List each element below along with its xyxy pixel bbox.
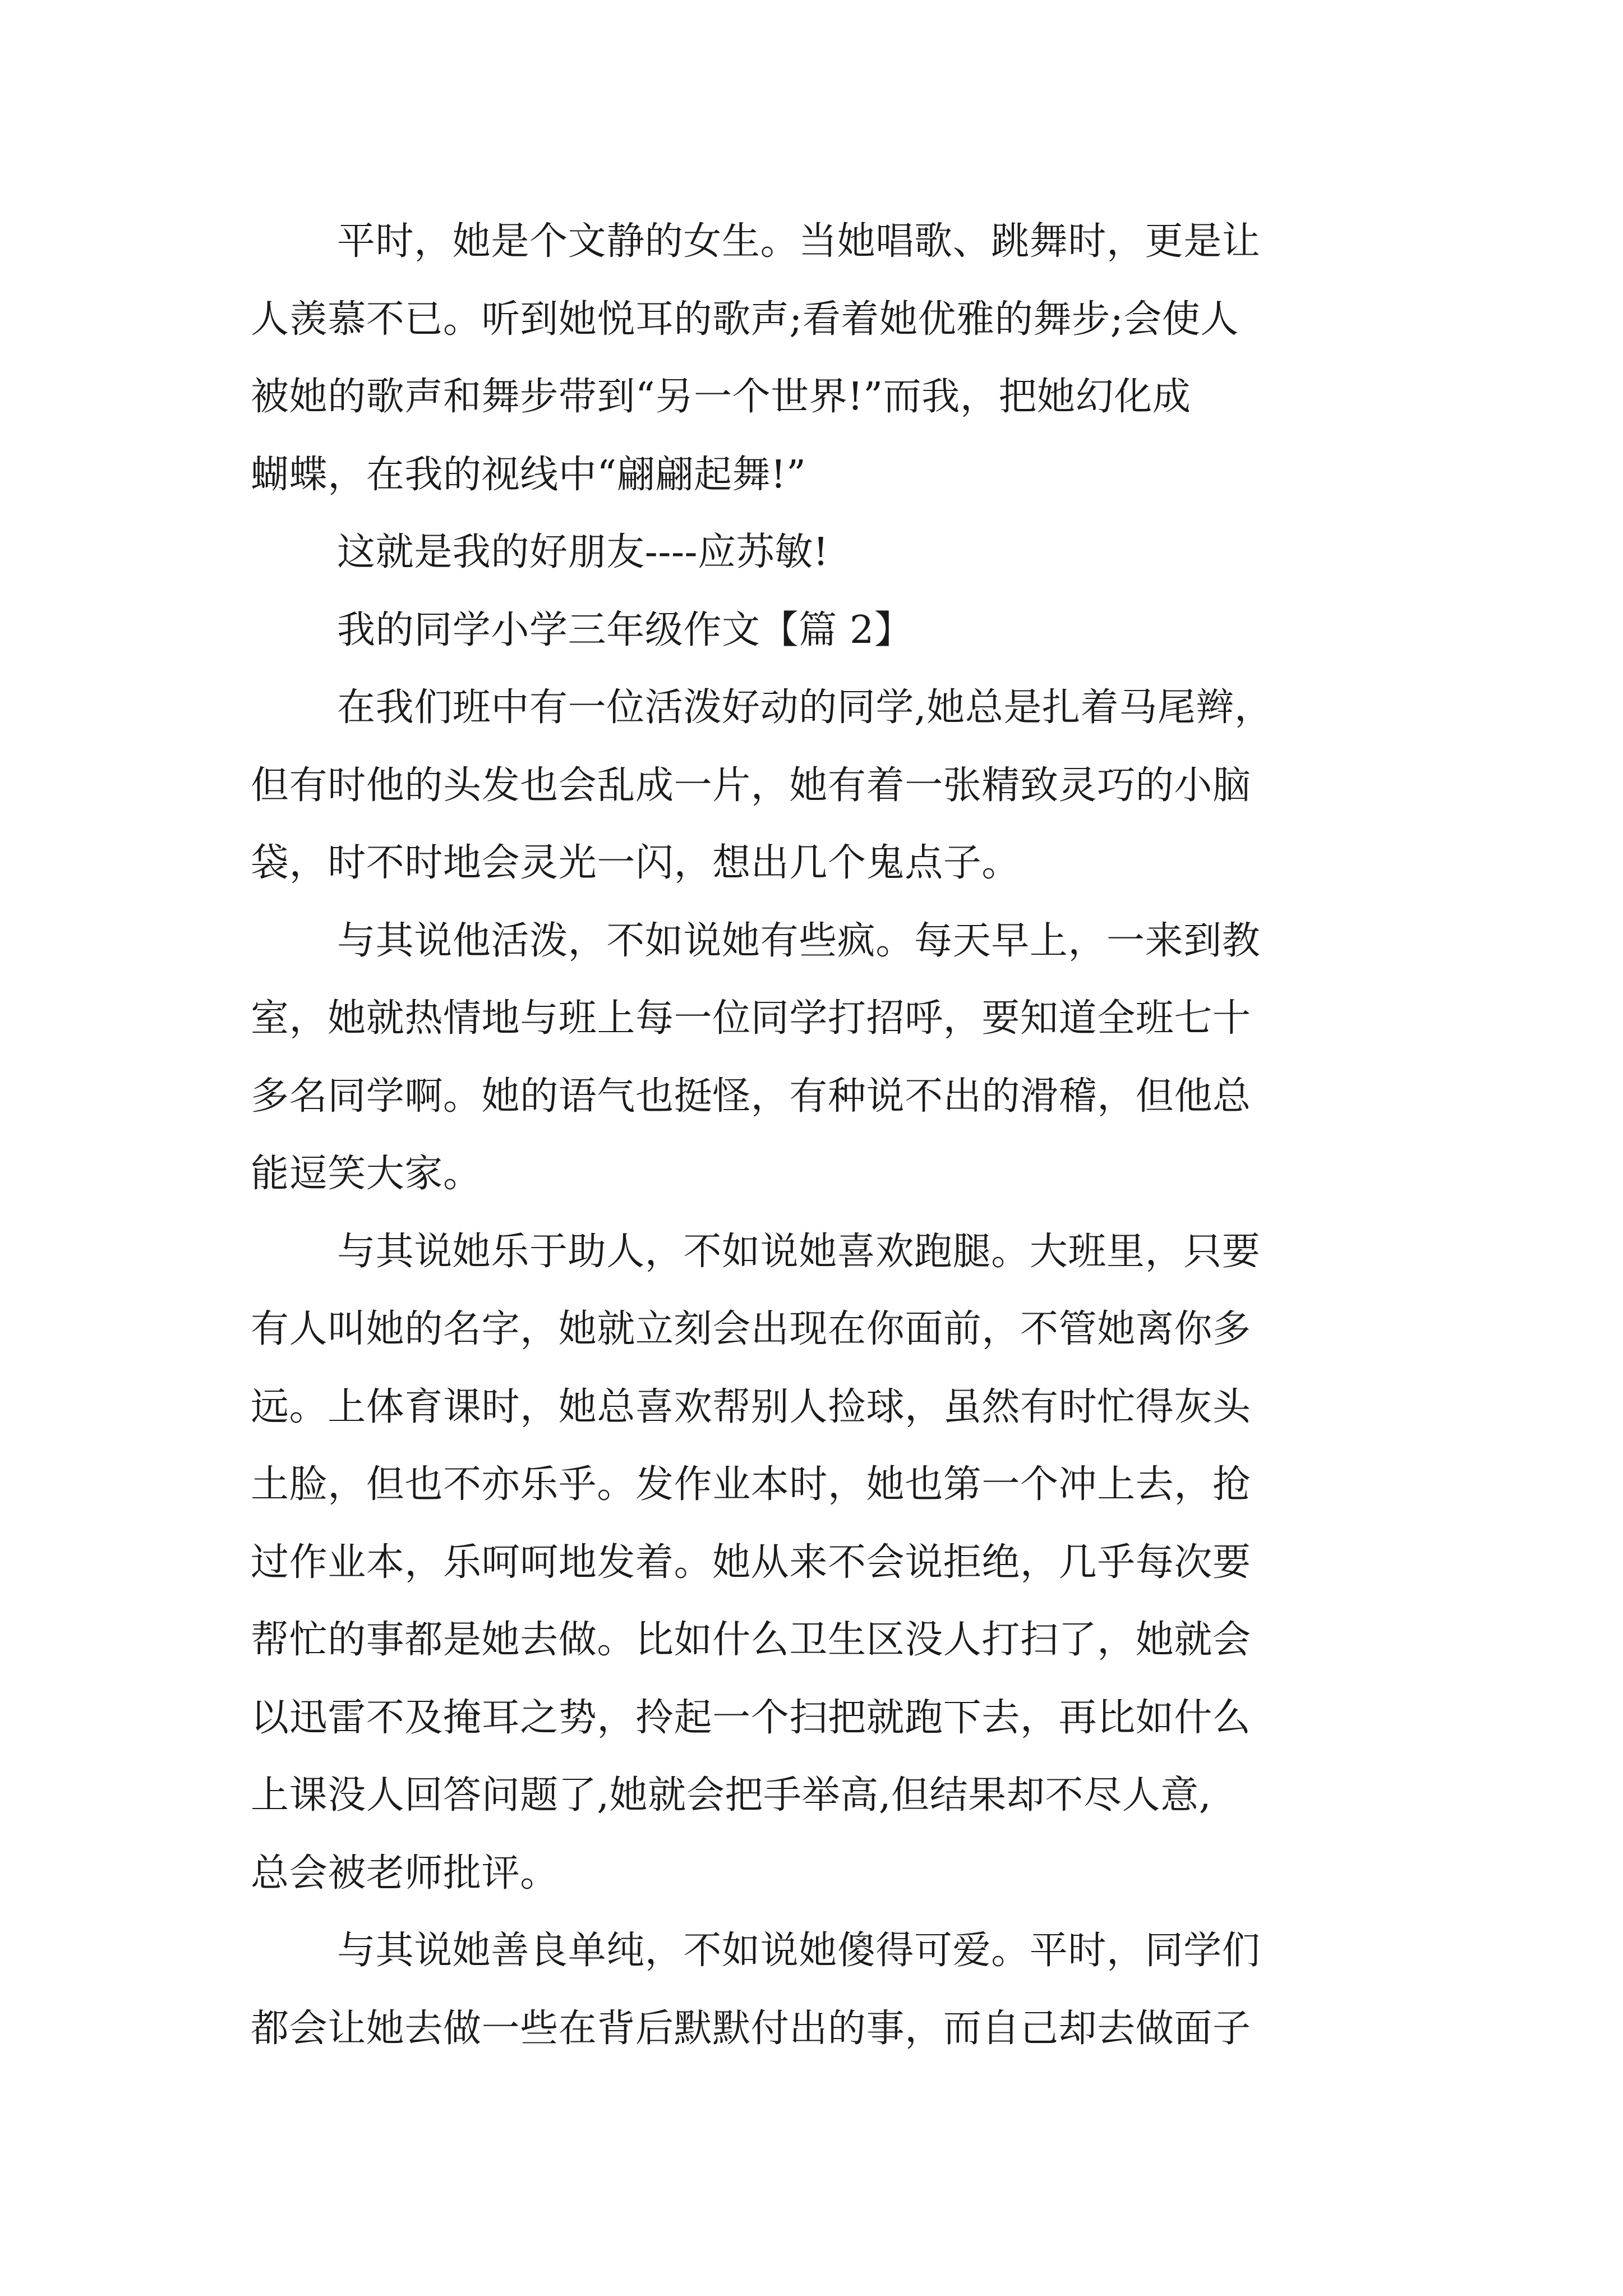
text-line: 上课没人回答问题了,她就会把手举高,但结果却不尽人意, (251, 1773, 1212, 1818)
text-line: 与其说她乐于助人，不如说她喜欢跑腿。大班里，只要 (337, 1229, 1261, 1274)
document-body (251, 203, 1389, 2068)
text-line: 室，她就热情地与班上每一位同学打招呼，要知道全班七十 (251, 996, 1251, 1041)
text-line: 袋，时不时地会灵光一闪，想出几个鬼点子。 (251, 841, 1021, 885)
text-line: 以迅雷不及掩耳之势，拎起一个扫把就跑下去，再比如什么 (251, 1695, 1251, 1740)
text-line: 这就是我的好朋友----应苏敏! (337, 530, 829, 574)
text-line: 但有时他的头发也会乱成一片，她有着一张精致灵巧的小脑 (251, 763, 1251, 808)
text-line: 总会被老师批评。 (251, 1851, 559, 1895)
text-line: 被她的歌声和舞步带到“另一个世界!”而我，把她幻化成 (251, 375, 1191, 419)
text-line: 土脸，但也不亦乐乎。发作业本时，她也第一个冲上去，抢 (251, 1462, 1251, 1507)
text-line: 与其说他活泼，不如说她有些疯。每天早上，一来到教 (337, 918, 1261, 963)
text-line: 远。上体育课时，她总喜欢帮别人捡球，虽然有时忙得灰头 (251, 1384, 1251, 1429)
text-line: 都会让她去做一些在背后默默付出的事，而自己却去做面子 (251, 2006, 1251, 2051)
text-line: 平时，她是个文静的女生。当她唱歌、跳舞时，更是让 (337, 219, 1261, 264)
text-line: 帮忙的事都是她去做。比如什么卫生区没人打扫了，她就会 (251, 1618, 1251, 1662)
section-heading: 我的同学小学三年级作文【篇 2】 (337, 608, 913, 652)
text-line: 过作业本，乐呵呵地发着。她从来不会说拒绝，几乎每次要 (251, 1540, 1251, 1585)
text-line: 与其说她善良单纯，不如说她傻得可爱。平时，同学们 (337, 1929, 1261, 1973)
text-line: 蝴蝶，在我的视线中“翩翩起舞!” (251, 452, 806, 497)
text-line: 在我们班中有一位活泼好动的同学,她总是扎着马尾辫， (337, 685, 1273, 730)
text-line: 多名同学啊。她的语气也挺怪，有种说不出的滑稽，但他总 (251, 1074, 1251, 1119)
text-line: 有人叫她的名字，她就立刻会出现在你面前，不管她离你多 (251, 1307, 1251, 1351)
text-line: 能逗笑大家。 (251, 1152, 482, 1196)
text-line: 人羡慕不已。听到她悦耳的歌声;看着她优雅的舞步;会使人 (251, 297, 1239, 342)
